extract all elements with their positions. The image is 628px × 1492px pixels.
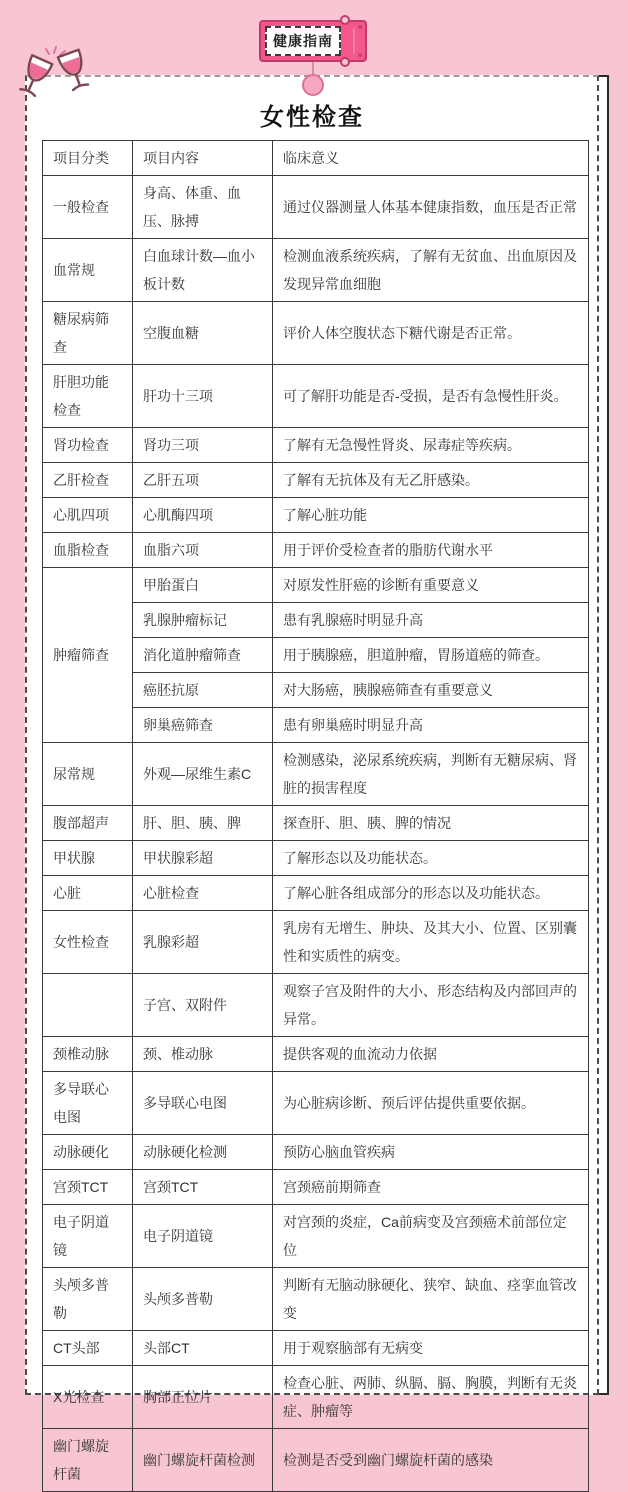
meaning-cell: 患有卵巢癌时明显升高 [273, 708, 589, 743]
table-header [43, 141, 589, 176]
meaning-cell: 检测感染，泌尿系统疾病，判断有无糖尿病、肾脏的损害程度 [273, 743, 589, 806]
meaning-cell: 了解形态以及功能状态。 [273, 841, 589, 876]
item-cell: 白血球计数—血小板计数 [133, 239, 273, 302]
item-cell: 头颅多普勒 [133, 1268, 273, 1331]
wine-glasses-icon [13, 45, 97, 119]
table-row [43, 841, 589, 876]
category-cell: CT头部 [43, 1331, 133, 1366]
item-cell: 卵巢癌筛查 [133, 708, 273, 743]
meaning-cell: 观察子宫及附件的大小、形态结构及内部回声的异常。 [273, 974, 589, 1037]
item-cell: 多导联心电图 [133, 1072, 273, 1135]
table-row [43, 1268, 589, 1331]
table-row [43, 743, 589, 806]
meaning-cell: 用于观察脑部有无病变 [273, 1331, 589, 1366]
table-row [43, 806, 589, 841]
item-cell: 消化道肿瘤筛查 [133, 638, 273, 673]
item-cell: 乙肝五项 [133, 463, 273, 498]
ticket-notch-top [340, 15, 350, 25]
pin-circle [302, 74, 324, 96]
category-cell: 血常规 [43, 239, 133, 302]
item-cell: 电子阴道镜 [133, 1205, 273, 1268]
item-cell: 血脂六项 [133, 533, 273, 568]
content-card [25, 75, 599, 1482]
item-cell: 动脉硬化检测 [133, 1135, 273, 1170]
meaning-cell: 可了解肝功能是否-受损，是否有急慢性肝炎。 [273, 365, 589, 428]
category-cell: 电子阴道镜 [43, 1205, 133, 1268]
table-row [43, 1331, 589, 1366]
table-row [43, 1429, 589, 1492]
meaning-cell: 患有乳腺癌时明显升高 [273, 603, 589, 638]
category-cell: 肾功检查 [43, 428, 133, 463]
meaning-cell: 了解有无急慢性肾炎、尿毒症等疾病。 [273, 428, 589, 463]
ticket-stub [353, 28, 355, 54]
item-cell: 肝、胆、胰、脾 [133, 806, 273, 841]
table-row [43, 876, 589, 911]
item-cell: 颈、椎动脉 [133, 1037, 273, 1072]
item-cell: 宫颈TCT [133, 1170, 273, 1205]
meaning-cell: 判断有无脑动脉硬化、狭窄、缺血、痉挛血管改变 [273, 1268, 589, 1331]
item-cell: 甲状腺彩超 [133, 841, 273, 876]
category-cell: 一般检查 [43, 176, 133, 239]
table-row [43, 1135, 589, 1170]
meaning-cell: 用于评价受检查者的脂肪代谢水平 [273, 533, 589, 568]
category-cell: 女性检查 [43, 911, 133, 974]
item-cell: 心脏检查 [133, 876, 273, 911]
item-cell: 幽门螺旋杆菌检测 [133, 1429, 273, 1492]
meaning-cell: 为心脏病诊断、预后评估提供重要依据。 [273, 1072, 589, 1135]
item-cell: 心肌酶四项 [133, 498, 273, 533]
item-cell: 子宫、双附件 [133, 974, 273, 1037]
item-cell: 乳腺肿瘤标记 [133, 603, 273, 638]
table-row [43, 1037, 589, 1072]
table-row [43, 1170, 589, 1205]
column-header: 项目分类 [43, 141, 133, 176]
category-cell: 乙肝检查 [43, 463, 133, 498]
meaning-cell: 检测是否受到幽门螺旋杆菌的感染 [273, 1429, 589, 1492]
table-row [43, 365, 589, 428]
table-row [43, 302, 589, 365]
category-cell: 肝胆功能检查 [43, 365, 133, 428]
meaning-cell: 了解心脏功能 [273, 498, 589, 533]
page-title: 女性检查 [260, 104, 364, 131]
category-cell: 心肌四项 [43, 498, 133, 533]
category-cell: X光检查 [43, 1366, 133, 1429]
meaning-cell: 探查肝、胆、胰、脾的情况 [273, 806, 589, 841]
meaning-cell: 了解心脏各组成部分的形态以及功能状态。 [273, 876, 589, 911]
table-row [43, 1205, 589, 1268]
table-row [43, 533, 589, 568]
category-cell: 甲状腺 [43, 841, 133, 876]
category-cell: 血脂检查 [43, 533, 133, 568]
meaning-cell: 对原发性肝癌的诊断有重要意义 [273, 568, 589, 603]
item-cell: 甲胎蛋白 [133, 568, 273, 603]
column-header: 临床意义 [273, 141, 589, 176]
table-row [43, 568, 589, 603]
table-row [43, 463, 589, 498]
category-cell: 幽门螺旋杆菌 [43, 1429, 133, 1492]
ticket-notch-bottom [340, 57, 350, 67]
meaning-cell: 对宫颈的炎症，Ca前病变及宫颈癌术前部位定位 [273, 1205, 589, 1268]
category-cell: 心脏 [43, 876, 133, 911]
item-cell: 胸部正位片 [133, 1366, 273, 1429]
exam-table [42, 140, 589, 1492]
ticket-dot [358, 53, 362, 57]
category-cell [43, 974, 133, 1037]
category-cell: 尿常规 [43, 743, 133, 806]
item-cell: 乳腺彩超 [133, 911, 273, 974]
category-cell: 颈椎动脉 [43, 1037, 133, 1072]
ticket-dot [358, 25, 362, 29]
item-cell: 外观—尿维生素C [133, 743, 273, 806]
meaning-cell: 乳房有无增生、肿块、及其大小、位置、区别囊性和实质性的病变。 [273, 911, 589, 974]
table-row [43, 428, 589, 463]
category-cell: 糖尿病筛查 [43, 302, 133, 365]
meaning-cell: 检查心脏、两肺、纵膈、膈、胸膜，判断有无炎症、肿瘤等 [273, 1366, 589, 1429]
table-row [43, 1072, 589, 1135]
table-row [43, 911, 589, 974]
header-row [43, 141, 589, 176]
item-cell: 头部CT [133, 1331, 273, 1366]
meaning-cell: 检测血液系统疾病，了解有无贫血、出血原因及发现异常血细胞 [273, 239, 589, 302]
meaning-cell: 通过仪器测量人体基本健康指数，血压是否正常 [273, 176, 589, 239]
meaning-cell: 用于胰腺癌，胆道肿瘤，胃肠道癌的筛查。 [273, 638, 589, 673]
item-cell: 肝功十三项 [133, 365, 273, 428]
item-cell: 身高、体重、血压、脉搏 [133, 176, 273, 239]
meaning-cell: 对大肠癌，胰腺癌筛查有重要意义 [273, 673, 589, 708]
category-cell: 头颅多普勒 [43, 1268, 133, 1331]
meaning-cell: 了解有无抗体及有无乙肝感染。 [273, 463, 589, 498]
table-row [43, 176, 589, 239]
meaning-cell: 宫颈癌前期筛查 [273, 1170, 589, 1205]
ticket-badge [259, 20, 367, 62]
item-cell: 空腹血糖 [133, 302, 273, 365]
item-cell: 肾功三项 [133, 428, 273, 463]
table-row [43, 974, 589, 1037]
meaning-cell: 评价人体空腹状态下糖代谢是否正常。 [273, 302, 589, 365]
category-cell: 多导联心电图 [43, 1072, 133, 1135]
category-cell: 腹部超声 [43, 806, 133, 841]
table-body [43, 176, 589, 1492]
badge-label: 健康指南 [265, 26, 341, 56]
meaning-cell: 预防心脑血管疾病 [273, 1135, 589, 1170]
table-row [43, 239, 589, 302]
table-row [43, 498, 589, 533]
table-row [43, 1366, 589, 1429]
category-cell: 肿瘤筛查 [43, 568, 133, 743]
category-cell: 动脉硬化 [43, 1135, 133, 1170]
meaning-cell: 提供客观的血流动力依据 [273, 1037, 589, 1072]
column-header: 项目内容 [133, 141, 273, 176]
item-cell: 癌胚抗原 [133, 673, 273, 708]
category-cell: 宫颈TCT [43, 1170, 133, 1205]
